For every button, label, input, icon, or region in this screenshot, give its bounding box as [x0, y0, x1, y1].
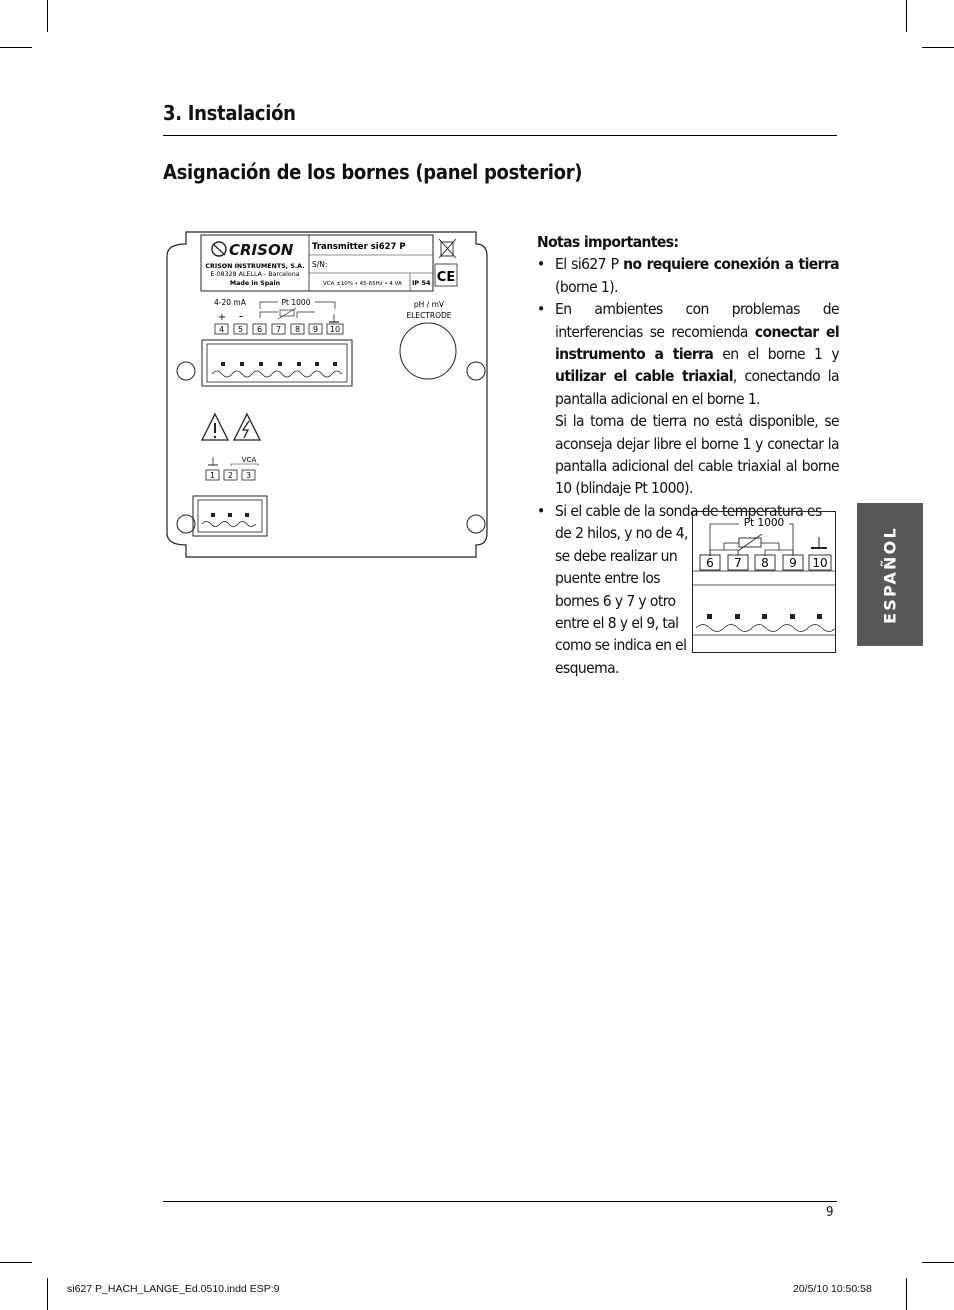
power-spec: VCA ±10% • 45-65Hz • 4 VA	[323, 281, 402, 287]
crop-mark	[906, 1278, 907, 1310]
timestamp-slug: 20/5/10 10:50:58	[793, 1283, 872, 1295]
electrode-socket	[400, 323, 456, 379]
svg-text:6: 6	[706, 556, 714, 570]
made-in: Made in Spain	[229, 280, 281, 287]
minus-sign: -	[238, 309, 244, 323]
svg-text:1: 1	[209, 471, 216, 480]
svg-text:2: 2	[227, 471, 234, 480]
note-item: • En ambientes con problemas de interferencias se recomienda conectar el instrumento a tierra en el borne 1 y utilizar el cable triaxial, conectando la pantalla adicional en el borne 1. Si la toma de tierra no está disponible, se aconseja dejar libre el borne 1 y conectar la pantalla adicional del cable triaxial al borne 10 (blindaje Pt 1000).	[537, 298, 839, 500]
crop-mark	[47, 1278, 48, 1310]
company-name: CRISON INSTRUMENTS, S.A.	[205, 263, 305, 270]
crop-mark	[906, 0, 907, 32]
crop-mark	[922, 1262, 954, 1263]
language-tab: ESPAÑOL	[857, 503, 923, 646]
svg-text:4: 4	[218, 325, 225, 334]
svg-text:8: 8	[294, 325, 301, 334]
crop-mark	[0, 1262, 32, 1263]
plus-sign: +	[217, 312, 227, 323]
section-rule	[163, 135, 837, 136]
pt-label: Pt 1000	[281, 298, 311, 307]
serial-label: S/N:	[312, 260, 328, 269]
warning-icon	[202, 414, 228, 440]
notes-title: Notas importantes:	[537, 233, 679, 251]
weee-bin-icon	[439, 239, 456, 258]
ip-rating: IP 54	[412, 279, 431, 287]
electric-shock-icon	[234, 414, 260, 440]
file-slug: si627 P_HACH_LANGE_Ed.0510.indd ESP:9	[67, 1283, 280, 1295]
ce-mark: CE	[436, 270, 456, 285]
terminal-strip-top	[215, 324, 343, 334]
svg-text:3: 3	[245, 471, 252, 480]
rear-panel-diagram	[163, 228, 499, 562]
detail-terminal-strip	[700, 555, 831, 570]
crop-mark	[0, 47, 32, 48]
svg-text:5: 5	[237, 325, 244, 334]
mount-hole	[467, 515, 485, 533]
crison-logo-icon	[212, 242, 226, 256]
connector-block-bottom	[193, 496, 267, 536]
svg-text:6: 6	[256, 325, 263, 334]
svg-text:10: 10	[329, 325, 341, 334]
crop-mark	[47, 0, 48, 32]
brand-logo: CRISON	[229, 241, 294, 259]
model-name: Transmitter si627 P	[312, 242, 406, 252]
svg-text:10: 10	[812, 556, 828, 570]
section-title: 3. Instalación	[163, 101, 296, 125]
mount-hole	[467, 362, 485, 380]
note-item: • El si627 P no requiere conexión a tierra (borne 1).	[537, 253, 839, 298]
detail-pt-label: Pt 1000	[743, 517, 785, 529]
pt1000-bridge-diagram	[692, 511, 838, 654]
svg-text:9: 9	[789, 556, 797, 570]
svg-text:7: 7	[734, 556, 742, 570]
connector-block-top	[202, 340, 352, 386]
terminal-strip-bottom	[206, 470, 255, 480]
svg-text:7: 7	[275, 325, 282, 334]
note-item: • Si el cable de la sonda de temperatura es de 2 hilos, y no de 4, se debe realizar un puente entre los bornes 6 y 7 y otro entre el 8 y el 9, tal como se indica en el esquema.	[537, 500, 839, 679]
page-subtitle: Asignación de los bornes (panel posterior)	[163, 160, 583, 184]
electrode-label-2: ELECTRODE	[406, 311, 452, 320]
vca-label: VCA	[241, 456, 257, 464]
svg-text:8: 8	[761, 556, 769, 570]
svg-text:9: 9	[312, 325, 319, 334]
electrode-label-1: pH / mV	[413, 300, 445, 309]
company-address: E-08328 ALELLA - Barcelona	[210, 271, 300, 278]
mount-hole	[177, 515, 195, 533]
footer-rule	[163, 1201, 837, 1202]
crop-mark	[922, 47, 954, 48]
current-label: 4-20 mA	[214, 298, 246, 307]
page-number: 9	[826, 1205, 834, 1220]
mount-hole	[177, 362, 195, 380]
